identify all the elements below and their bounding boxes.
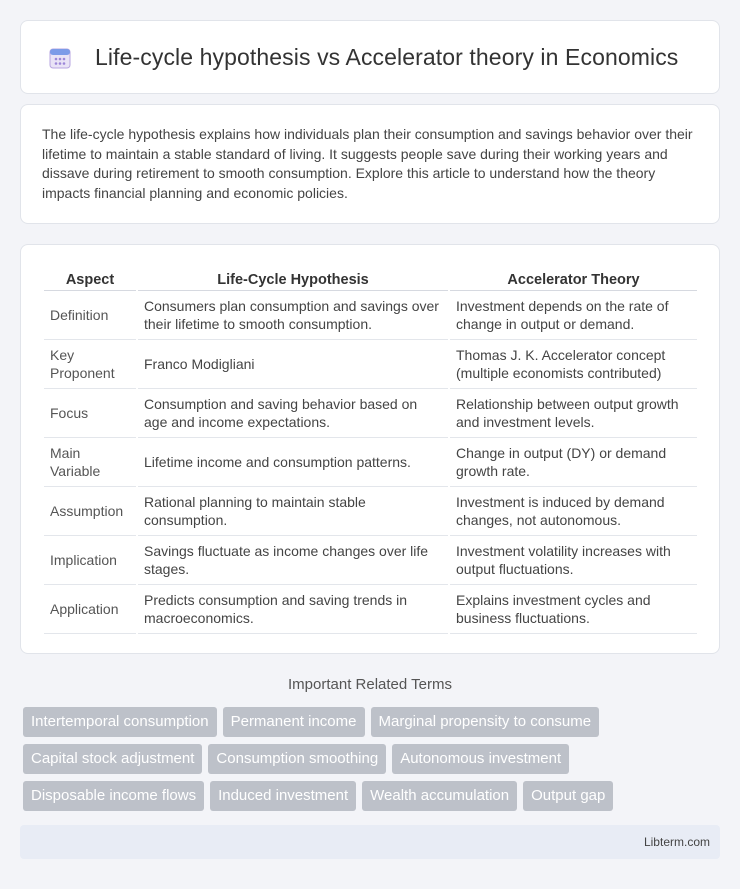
row-accelerator: Investment is induced by demand changes, not autonomous. bbox=[450, 487, 697, 536]
tag-wealth-accumulation[interactable]: Wealth accumulation bbox=[362, 781, 517, 811]
tag-row bbox=[23, 707, 713, 737]
row-accelerator: Investment volatility increases with output fluctuations. bbox=[450, 536, 697, 585]
row-accelerator: Thomas J. K. Accelerator concept (multiple economists contributed) bbox=[450, 340, 697, 389]
related-terms-title: Important Related Terms bbox=[288, 676, 452, 693]
table-row bbox=[44, 487, 697, 536]
footer-site-link[interactable]: Libterm.com bbox=[643, 835, 710, 849]
intro-card bbox=[20, 104, 720, 224]
page-title: Life-cycle hypothesis vs Accelerator theory in Economics bbox=[95, 44, 679, 70]
header-card bbox=[20, 20, 720, 94]
row-aspect: Implication bbox=[44, 536, 136, 585]
row-life-cycle: Consumers plan consumption and savings over their lifetime to smooth consumption. bbox=[138, 291, 448, 340]
row-aspect: Main Variable bbox=[44, 438, 136, 487]
row-life-cycle: Franco Modigliani bbox=[138, 340, 448, 389]
table-row bbox=[44, 340, 697, 389]
row-life-cycle: Lifetime income and consumption patterns. bbox=[138, 438, 448, 487]
tag-induced-investment[interactable]: Induced investment bbox=[210, 781, 356, 811]
table-row bbox=[44, 389, 697, 438]
tag-capital-stock-adjustment[interactable]: Capital stock adjustment bbox=[23, 744, 202, 774]
tag-row bbox=[23, 781, 713, 811]
tag-intertemporal-consumption[interactable]: Intertemporal consumption bbox=[23, 707, 217, 737]
row-accelerator: Explains investment cycles and business fluctuations. bbox=[450, 585, 697, 634]
tag-consumption-smoothing[interactable]: Consumption smoothing bbox=[208, 744, 386, 774]
row-aspect: Key Proponent bbox=[44, 340, 136, 389]
row-aspect: Application bbox=[44, 585, 136, 634]
tag-autonomous-investment[interactable]: Autonomous investment bbox=[392, 744, 569, 774]
comparison-table bbox=[42, 265, 699, 634]
row-aspect: Focus bbox=[44, 389, 136, 438]
column-header-aspect: Aspect bbox=[44, 265, 136, 291]
row-life-cycle: Rational planning to maintain stable consumption. bbox=[138, 487, 448, 536]
table-row bbox=[44, 536, 697, 585]
row-accelerator: Relationship between output growth and investment levels. bbox=[450, 389, 697, 438]
row-aspect: Definition bbox=[44, 291, 136, 340]
table-header-row bbox=[44, 265, 697, 291]
comparison-table-card bbox=[20, 244, 720, 654]
column-header-life-cycle: Life-Cycle Hypothesis bbox=[138, 265, 448, 291]
tag-disposable-income-flows[interactable]: Disposable income flows bbox=[23, 781, 204, 811]
calendar-icon bbox=[48, 46, 72, 70]
tag-marginal-propensity-to-consume[interactable]: Marginal propensity to consume bbox=[371, 707, 600, 737]
intro-text: The life-cycle hypothesis explains how individuals plan their consumption and savings behavior over their lifetime to maintain a stable standard of living. It suggests people save during their working years and dissave during retirement to smooth consumption. Explore this article to understand how the theory impacts financial planning and economic policies. bbox=[42, 126, 693, 201]
tag-permanent-income[interactable]: Permanent income bbox=[223, 707, 365, 737]
table-row bbox=[44, 291, 697, 340]
tag-output-gap[interactable]: Output gap bbox=[523, 781, 613, 811]
related-terms bbox=[23, 707, 713, 818]
row-accelerator: Investment depends on the rate of change in output or demand. bbox=[450, 291, 697, 340]
row-life-cycle: Savings fluctuate as income changes over life stages. bbox=[138, 536, 448, 585]
row-life-cycle: Consumption and saving behavior based on age and income expectations. bbox=[138, 389, 448, 438]
column-header-accelerator: Accelerator Theory bbox=[450, 265, 697, 291]
table-row bbox=[44, 438, 697, 487]
row-life-cycle: Predicts consumption and saving trends in macroeconomics. bbox=[138, 585, 448, 634]
tag-row bbox=[23, 744, 713, 774]
table-row bbox=[44, 585, 697, 634]
footer bbox=[20, 825, 720, 859]
row-accelerator: Change in output (DY) or demand growth rate. bbox=[450, 438, 697, 487]
row-aspect: Assumption bbox=[44, 487, 136, 536]
